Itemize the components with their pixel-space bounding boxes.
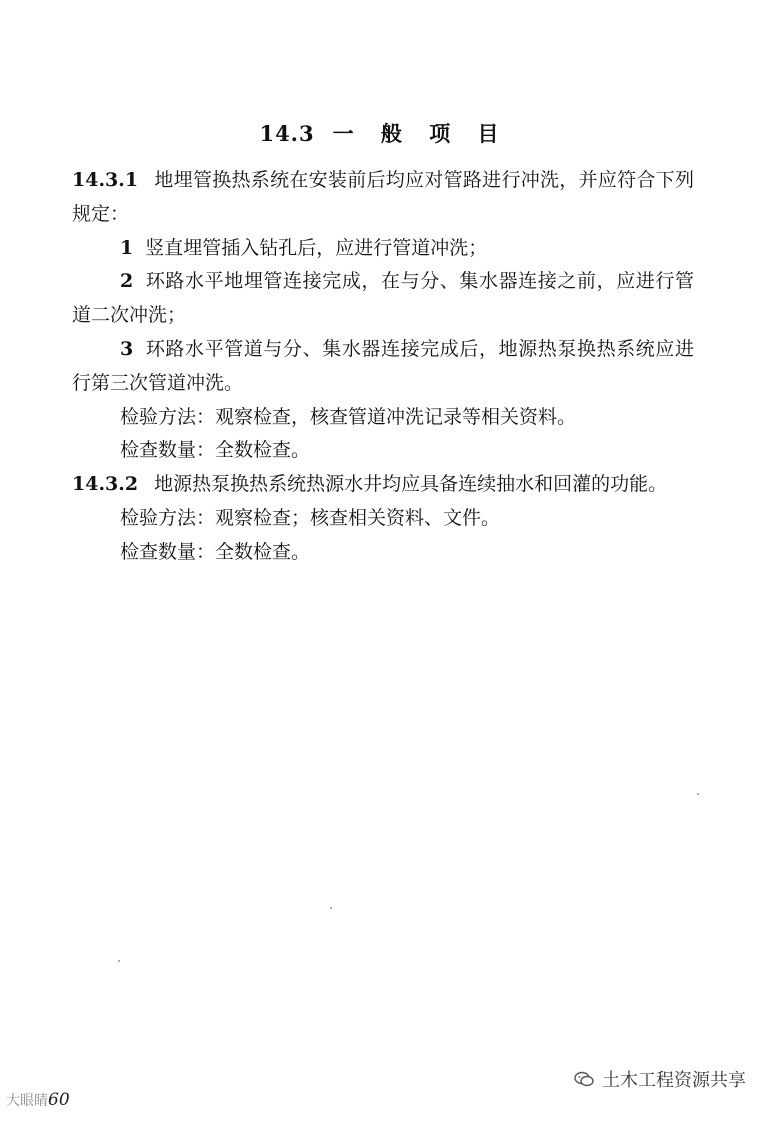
scan-speck xyxy=(330,907,332,909)
inspection-method: 检验方法：观察检查；核查相关资料、文件。 xyxy=(120,506,501,529)
wechat-icon xyxy=(574,1071,594,1087)
item-number: 1 xyxy=(120,236,134,259)
document-body xyxy=(72,164,694,570)
page-footer xyxy=(6,1090,70,1110)
item-text: 环路水平管道与分、集水器连接完成后，地源热泵换热系统应进行第三次管道冲洗。 xyxy=(72,337,694,394)
clause-text: 地埋管换热系统在安装前后均应对管路进行冲洗，并应符合下列规定： xyxy=(72,169,694,225)
source-watermark xyxy=(574,1066,746,1092)
clause-number: 14.3.1 xyxy=(72,169,139,191)
item-number: 3 xyxy=(120,337,134,360)
clause-14-3-2 xyxy=(72,468,694,502)
list-item xyxy=(72,333,694,401)
section-title: 一 般 项 目 xyxy=(332,121,509,146)
clause-14-3-1 xyxy=(72,164,694,232)
clause-number: 14.3.2 xyxy=(72,473,139,496)
footer-watermark: 大眼睛 xyxy=(6,1093,48,1109)
item-number: 2 xyxy=(120,270,134,293)
item-text: 环路水平地埋管连接完成，在与分、集水器连接之前，应进行管道二次冲洗； xyxy=(72,270,694,327)
scan-speck xyxy=(697,793,699,795)
section-heading xyxy=(0,118,768,148)
inspection-method: 检验方法：观察检查，核查管道冲洗记录等相关资料。 xyxy=(120,405,577,428)
clause-text: 地源热泵换热系统热源水井均应具备连续抽水和回灌的功能。 xyxy=(154,473,668,496)
list-item xyxy=(72,265,694,333)
watermark-text: 土木工程资源共享 xyxy=(602,1070,746,1091)
list-item xyxy=(72,232,694,266)
page-number: 60 xyxy=(48,1090,70,1110)
item-text: 竖直埋管插入钻孔后，应进行管道冲洗； xyxy=(145,236,488,259)
inspection-quantity: 检查数量：全数检查。 xyxy=(120,540,311,563)
section-number: 14.3 xyxy=(259,121,315,146)
scan-speck xyxy=(118,960,120,962)
inspection-quantity: 检查数量：全数检查。 xyxy=(120,439,311,462)
